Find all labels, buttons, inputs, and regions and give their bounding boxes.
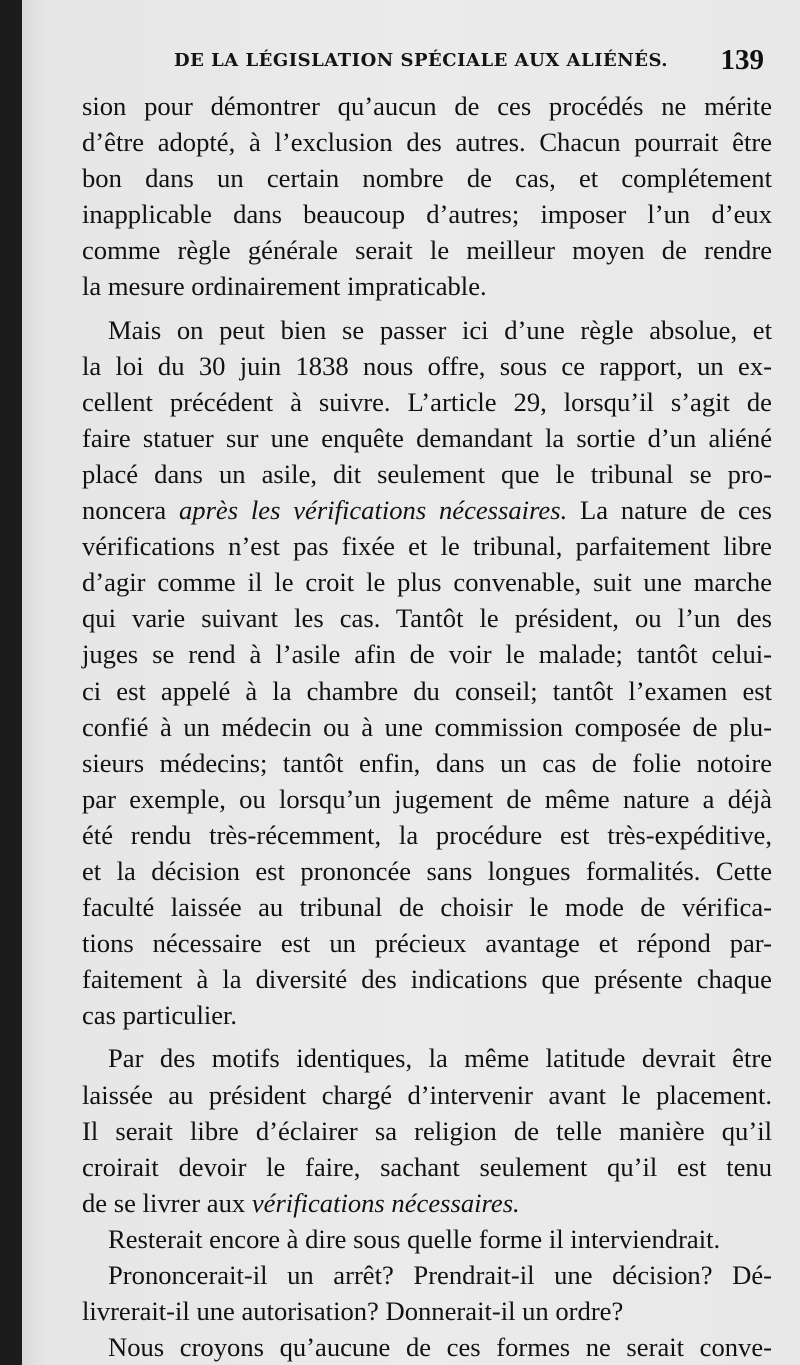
text-line: Prononcerait-il un arrêt? Prendrait-il une décision? Dé- [108,1260,772,1290]
text-line: la loi du 30 juin 1838 nous offre, sous ce rapport, un ex- [82,350,772,381]
running-header [174,44,764,80]
paragraph-4 [82,1221,772,1257]
text-line: par exemple, ou lorsqu’un jugement de même nature a déjà [82,783,772,814]
italic-phrase: vérifications nécessaires. [251,1187,520,1218]
page-number: 139 [720,44,764,76]
text-line: la mesure ordinairement impraticable. [82,271,487,302]
header-title: DE LA LÉGISLATION SPÉCIALE AUX ALIÉNÉS. [174,50,669,71]
text-line: faitement à la diversité des indications que présente chaque [82,964,772,995]
text-line: Il serait libre d’éclairer sa religion de telle manière qu’il [82,1115,772,1146]
text-line: juges se rend à l’asile afin de voir le malade; tantôt celui- [82,639,772,670]
text-line: comme règle générale serait le meilleur moyen de rendre [82,235,772,266]
text-line: ci est appelé à la chambre du conseil; tantôt l’examen est [82,675,772,706]
text-line: cellent précédent à suivre. L’article 29, lorsqu’il s’agit de [82,386,772,417]
text-line: bon dans un certain nombre de cas, et complétement [82,163,772,194]
text-line: d’être adopté, à l’exclusion des autres. Chacun pourrait être [82,127,772,158]
book-page [22,0,800,1365]
text-line: sion pour démontrer qu’aucun de ces procédés ne mérite [82,91,772,121]
text-line: Mais on peut bien se passer ici d’une règle absolue, et [108,314,772,345]
text-line: confié à un médecin ou à une commission composée de plu- [82,711,772,742]
body-text [82,88,772,1365]
text-line: livrerait-il une autorisation? Donnerait-il un ordre? [82,1296,624,1327]
text-line: d’agir comme il le croit le plus convenable, suit une marche [82,567,772,598]
text-line: inapplicable dans beaucoup d’autres; imposer l’un d’eux [82,199,772,230]
text-run: noncera [82,495,167,526]
text-line: croirait devoir le faire, sachant seulement qu’il est tenu [82,1151,772,1182]
text-line: été rendu très-récemment, la procédure est très-expéditive, [82,819,772,850]
text-line: sieurs médecins; tantôt enfin, dans un cas de folie notoire [82,747,772,778]
text-line: Resterait encore à dire sous quelle forme il interviendrait. [108,1223,721,1254]
text-line-mixed [82,1185,772,1221]
text-run: de se livrer aux [82,1187,246,1218]
paragraph-5 [82,1257,772,1329]
text-run: La nature de ces [580,495,773,526]
paragraph-6 [82,1329,772,1365]
text-line: Nous croyons qu’aucune de ces formes ne serait conve- [108,1332,772,1363]
text-line: tions nécessaire est un précieux avantage et répond par- [82,928,772,959]
text-line: cas particulier. [82,1000,238,1031]
text-line: laissée au président chargé d’intervenir avant le placement. [82,1079,772,1110]
text-line: Par des motifs identiques, la même latitude devrait être [108,1043,772,1074]
paragraph-1 [82,88,772,305]
text-line: faculté laissée au tribunal de choisir le mode de vérifica- [82,892,772,923]
text-line: vérifications n’est pas fixée et le tribunal, parfaitement libre [82,531,772,562]
text-line: placé dans un asile, dit seulement que le tribunal se pro- [82,458,772,489]
text-line: et la décision est prononcée sans longues formalités. Cette [82,855,772,886]
text-line: qui varie suivant les cas. Tantôt le président, ou l’un des [82,603,772,634]
text-line-mixed [82,492,772,528]
paragraph-3 [82,1040,772,1220]
italic-phrase: après les vérifications nécessaires. [178,495,568,526]
text-line: faire statuer sur une enquête demandant la sortie d’un aliéné [82,422,772,453]
paragraph-2 [82,312,772,1034]
